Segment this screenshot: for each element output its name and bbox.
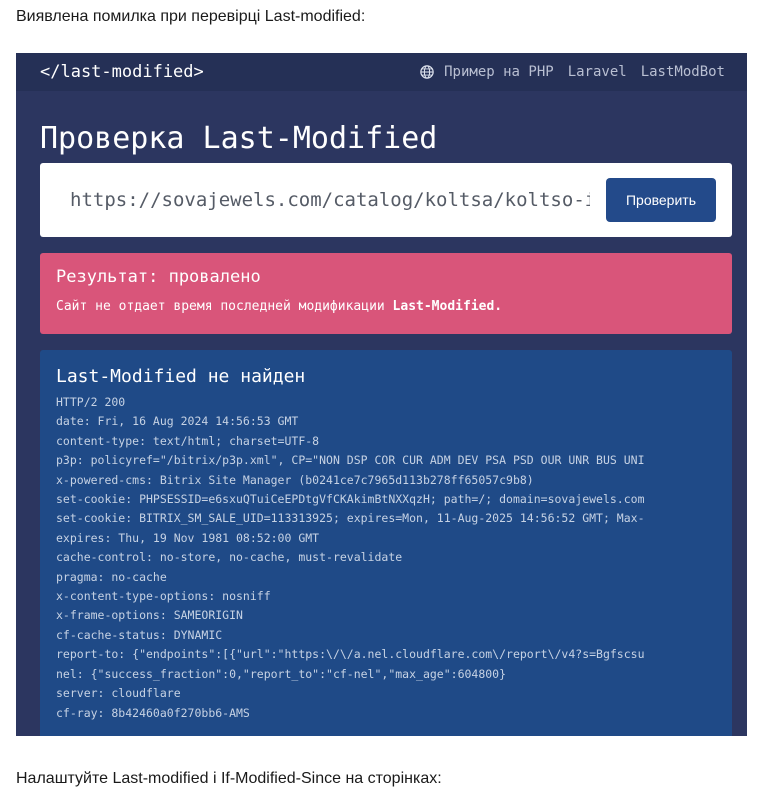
page-title: Проверка Last-Modified [40,121,438,156]
url-input[interactable] [70,189,590,211]
header-line: cf-ray: 8b42460a0f270bb6-AMS [56,705,250,720]
header-line: cache-control: no-store, no-cache, must-revalidate [56,550,403,565]
result-title: Результат: провалено [56,267,261,287]
result-message-bold: Last-Modified. [392,299,503,314]
headers-title: Last-Modified не найден [56,366,306,387]
header-line: expires: Thu, 19 Nov 1981 08:52:00 GMT [56,530,320,545]
header-line: set-cookie: PHPSESSID=e6sxuQTuiCeEPDtgVfCKAkimBtNXXqzH; path=/; domain=sovajewels.com [56,492,645,507]
header-line: pragma: no-cache [56,569,167,584]
last-modified-app [16,53,747,736]
header-line: HTTP/2 200 [56,395,126,409]
header-line: x-powered-cms: Bitrix Site Manager (b0241ce7c7965d113b278ff65057c9b8) [56,472,534,487]
url-form [40,163,732,237]
header-line: x-frame-options: SAMEORIGIN [56,608,243,623]
header-line: nel: {"success_fraction":0,"report_to":"cf-nel","max_age":604800} [56,666,507,681]
header-line: p3p: policyref="/bitrix/p3p.xml", CP="NON DSP COR CUR ADM DEV PSA PSD OUR UNR BUS UNI [56,453,645,468]
check-button[interactable]: Проверить [606,178,716,222]
response-headers-panel [40,350,732,736]
result-message-text: Сайт не отдает время последней модификации [56,299,393,314]
nav-link-laravel[interactable]: Laravel [567,64,627,80]
header-lines [56,393,732,723]
header-line: content-type: text/html; charset=UTF-8 [56,433,320,448]
nav-link-lastmodbot[interactable]: LastModBot [640,64,725,80]
header-line: cf-cache-status: DYNAMIC [56,627,223,642]
result-message [56,299,732,314]
header-line: x-content-type-options: nosniff [56,589,271,604]
nav-link-php-example[interactable]: Пример на PHP [444,64,554,80]
result-alert [40,253,732,334]
top-caption: Виявлена помилка при перевірці Last-modified: [16,8,366,25]
header-line: date: Fri, 16 Aug 2024 14:56:53 GMT [56,414,299,429]
header-line: server: cloudflare [56,686,181,701]
brand-logo[interactable]: </last-modified> [40,62,204,82]
nav-links [420,64,725,80]
header-line: set-cookie: BITRIX_SM_SALE_UID=113313925; expires=Mon, 11-Aug-2025 14:56:52 GMT; Max- [56,511,645,526]
navbar [16,53,747,91]
header-line: report-to: {"endpoints":[{"url":"https:\/\/a.nel.cloudflare.com\/report\/v4?s=Bgfscsu [56,647,645,662]
bottom-caption: Налаштуйте Last-modified і If-Modified-Since на сторінках: [16,770,442,787]
globe-icon [420,65,434,79]
